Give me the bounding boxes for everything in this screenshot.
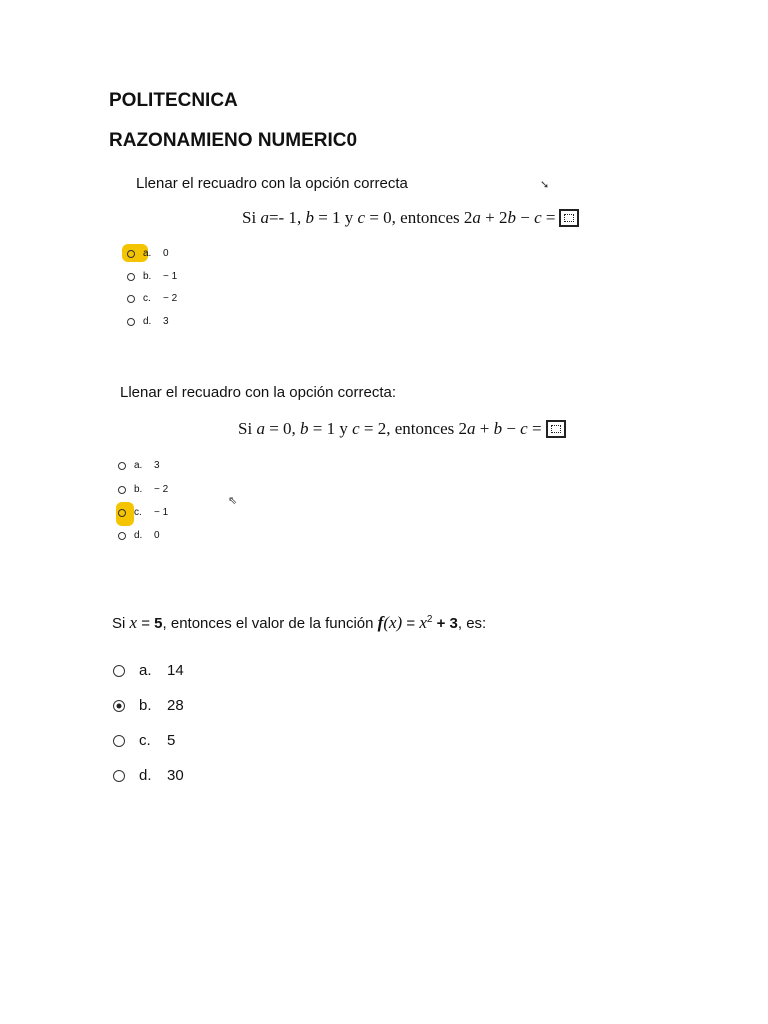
radio-icon[interactable] (127, 295, 135, 303)
radio-icon[interactable] (113, 665, 125, 677)
q2-option-c[interactable]: c. − 1 (118, 507, 168, 518)
radio-icon[interactable] (118, 462, 126, 470)
answer-box-icon (546, 420, 566, 438)
q2-option-b[interactable]: b. − 2 (118, 484, 168, 495)
q1-option-a[interactable]: a. 0 (127, 248, 169, 259)
radio-selected-icon[interactable] (113, 700, 125, 712)
answer-box-icon (559, 209, 579, 227)
q3-option-c[interactable]: c. 5 (113, 732, 175, 749)
q1-option-b[interactable]: b. − 1 (127, 271, 177, 282)
radio-icon[interactable] (127, 273, 135, 281)
radio-icon[interactable] (113, 735, 125, 747)
cursor-arrow-icon: ➘ (540, 179, 550, 191)
q1-equation: Si a=- 1, b = 1 y c = 0, entonces 2a + 2b − c = (242, 208, 579, 228)
q1-instruction: Llenar el recuadro con la opción correcta (136, 175, 408, 192)
q3-option-d[interactable]: d. 30 (113, 767, 184, 784)
q2-instruction: Llenar el recuadro con la opción correcta: (120, 384, 396, 401)
document-title: POLITECNICA (109, 90, 238, 111)
document-subtitle: RAZONAMIENO NUMERIC0 (109, 130, 358, 151)
q3-option-b[interactable]: b. 28 (113, 697, 184, 714)
radio-icon[interactable] (127, 318, 135, 326)
cursor-arrow-icon: ⇖ (228, 495, 238, 507)
radio-icon[interactable] (127, 250, 135, 258)
q2-option-a[interactable]: a. 3 (118, 460, 160, 471)
q3-question: Si x = 5, entonces el valor de la función $f(x) = x^2 + 3$, es: (112, 613, 487, 632)
q2-equation: Si a = 0, b = 1 y c = 2, entonces 2a + b − c = (238, 419, 566, 439)
radio-icon[interactable] (118, 486, 126, 494)
q2-option-d[interactable]: d. 0 (118, 530, 160, 541)
radio-icon[interactable] (113, 770, 125, 782)
q3-option-a[interactable]: a. 14 (113, 662, 184, 679)
radio-icon[interactable] (118, 509, 126, 517)
radio-icon[interactable] (118, 532, 126, 540)
q1-option-c[interactable]: c. − 2 (127, 293, 177, 304)
q1-option-d[interactable]: d. 3 (127, 316, 169, 327)
